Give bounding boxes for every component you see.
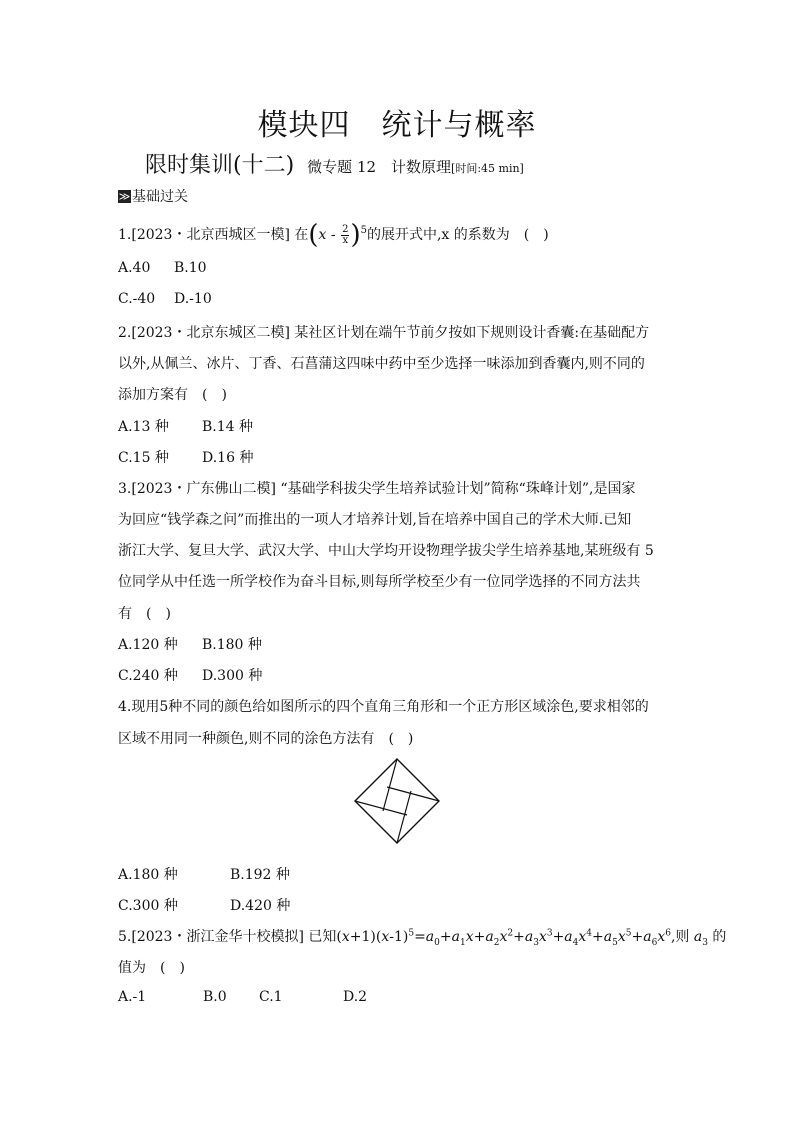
q3-option-b: B.180 种 [202,637,262,653]
pinwheel-square-figure [353,757,441,845]
q1-option-c: C.-40 [118,291,156,307]
q5-option-d: D.2 [343,989,368,1005]
q1-options-row-1 [118,260,207,276]
q5-option-a: A.-1 [118,989,147,1005]
q1-options-row-2 [118,291,212,307]
q1-close-paren: ) [350,220,361,250]
q4-line-2: 区域不用同一种颜色,则不同的涂色方法有 ( ) [118,731,414,747]
q1-option-b: B.10 [174,260,207,276]
q3-option-c: C.240 种 [118,668,178,684]
q1-suffix: 的展开式中,x 的系数为 ( ) [366,227,549,243]
q2-option-c: C.15 种 [118,450,169,466]
q4-options-row-1 [118,864,290,884]
page-title: 模块四 统计与概率 [257,108,537,143]
q3-line-3: 浙江大学、复旦大学、武汉大学、中山大学均开设物理学拔尖学生培养基地,某班级有 5 [118,543,654,559]
q1-option-d: D.-10 [174,291,212,307]
question-1: 1.[2023・北京西城区一模] 在(x - $\frac{2}{x}$ )$^5$的展开式中,x 的系数为 ( ) [118,220,549,250]
q5-option-c: C.1 [259,989,283,1005]
q5-line-1 [118,926,726,948]
section-heading [118,186,188,206]
subtitle-time: [时间:45 min] [451,162,524,175]
q4-options-row-2 [118,895,290,915]
page-subtitle [145,148,524,179]
q3-options-row-2 [118,665,262,685]
q4-option-b: B.192 种 [230,867,290,883]
q5-options-row [118,989,367,1005]
q5-prefix: 5.[2023・浙江金华十校模拟] 已知 [118,929,337,945]
q3-options-row-1 [118,634,262,654]
q5-line-2: 值为 ( ) [118,960,185,976]
q2-line-1: 2.[2023・北京东城区二模] 某社区计划在端午节前夕按如下规则设计香囊:在基础配方 [118,325,650,341]
subtitle-main: 限时集训(十二) [145,153,295,178]
subtitle-topic: 微专题 12 计数原理 [307,158,452,176]
q3-line-2: 为回应“钱学森之问”而推出的一项人才培养计划,旨在培养中国自己的学术大师.已知 [118,512,632,528]
q2-options-row-1 [118,416,253,436]
q1-open-paren: ( [308,220,319,250]
q5-suffix: ,则 [670,929,694,945]
q3-line-5: 有 ( ) [118,606,171,622]
q3-option-d: D.300 种 [202,668,263,684]
q5-equation: $(x+1)(x-1)^5=a_0+a_1x+a_2x^2+a_3x^3+a_4x^4+a_5x^5+a_6x^6$ [336,928,671,948]
section-label: 基础过关 [132,189,188,205]
q4-option-a: A.180 种 [118,867,178,883]
q2-line-2: 以外,从佩兰、冰片、丁香、石菖蒲这四味中药中至少选择一味添加到香囊内,则不同的 [118,356,645,372]
q3-line-4: 位同学从中任选一所学校作为奋斗目标,则每所学校至少有一位同学选择的不同方法共 [118,574,641,590]
q1-prefix: 1.[2023・北京西城区一模] 在 [118,227,309,243]
q3-option-a: A.120 种 [118,637,178,653]
outer-square [355,759,439,843]
q3-line-1: 3.[2023・广东佛山二模] “基础学科拔尖学生培养试验计划”简称“珠峰计划”,是国家 [118,481,636,497]
q2-option-b: B.14 种 [202,419,254,435]
q2-options-row-2 [118,447,253,467]
q4-line-1: 4.现用5种不同的颜色给如图所示的四个直角三角形和一个正方形区域涂色,要求相邻的 [118,699,649,715]
q1-power: 5 [360,225,367,236]
q1-option-a: A.40 [118,260,151,276]
q2-line-3: 添加方案有 ( ) [118,387,227,403]
q1-fraction: $\frac{2}{x}$ [342,223,349,246]
q5-option-b: B.0 [203,989,227,1005]
q5-target: $a_3$ 的 [693,929,727,948]
q4-option-c: C.300 种 [118,898,178,914]
q2-option-d: D.16 种 [202,450,254,466]
q4-option-d: D.420 种 [230,898,291,914]
q2-option-a: A.13 种 [118,419,169,435]
double-chevron-icon: ≫ [118,189,131,203]
